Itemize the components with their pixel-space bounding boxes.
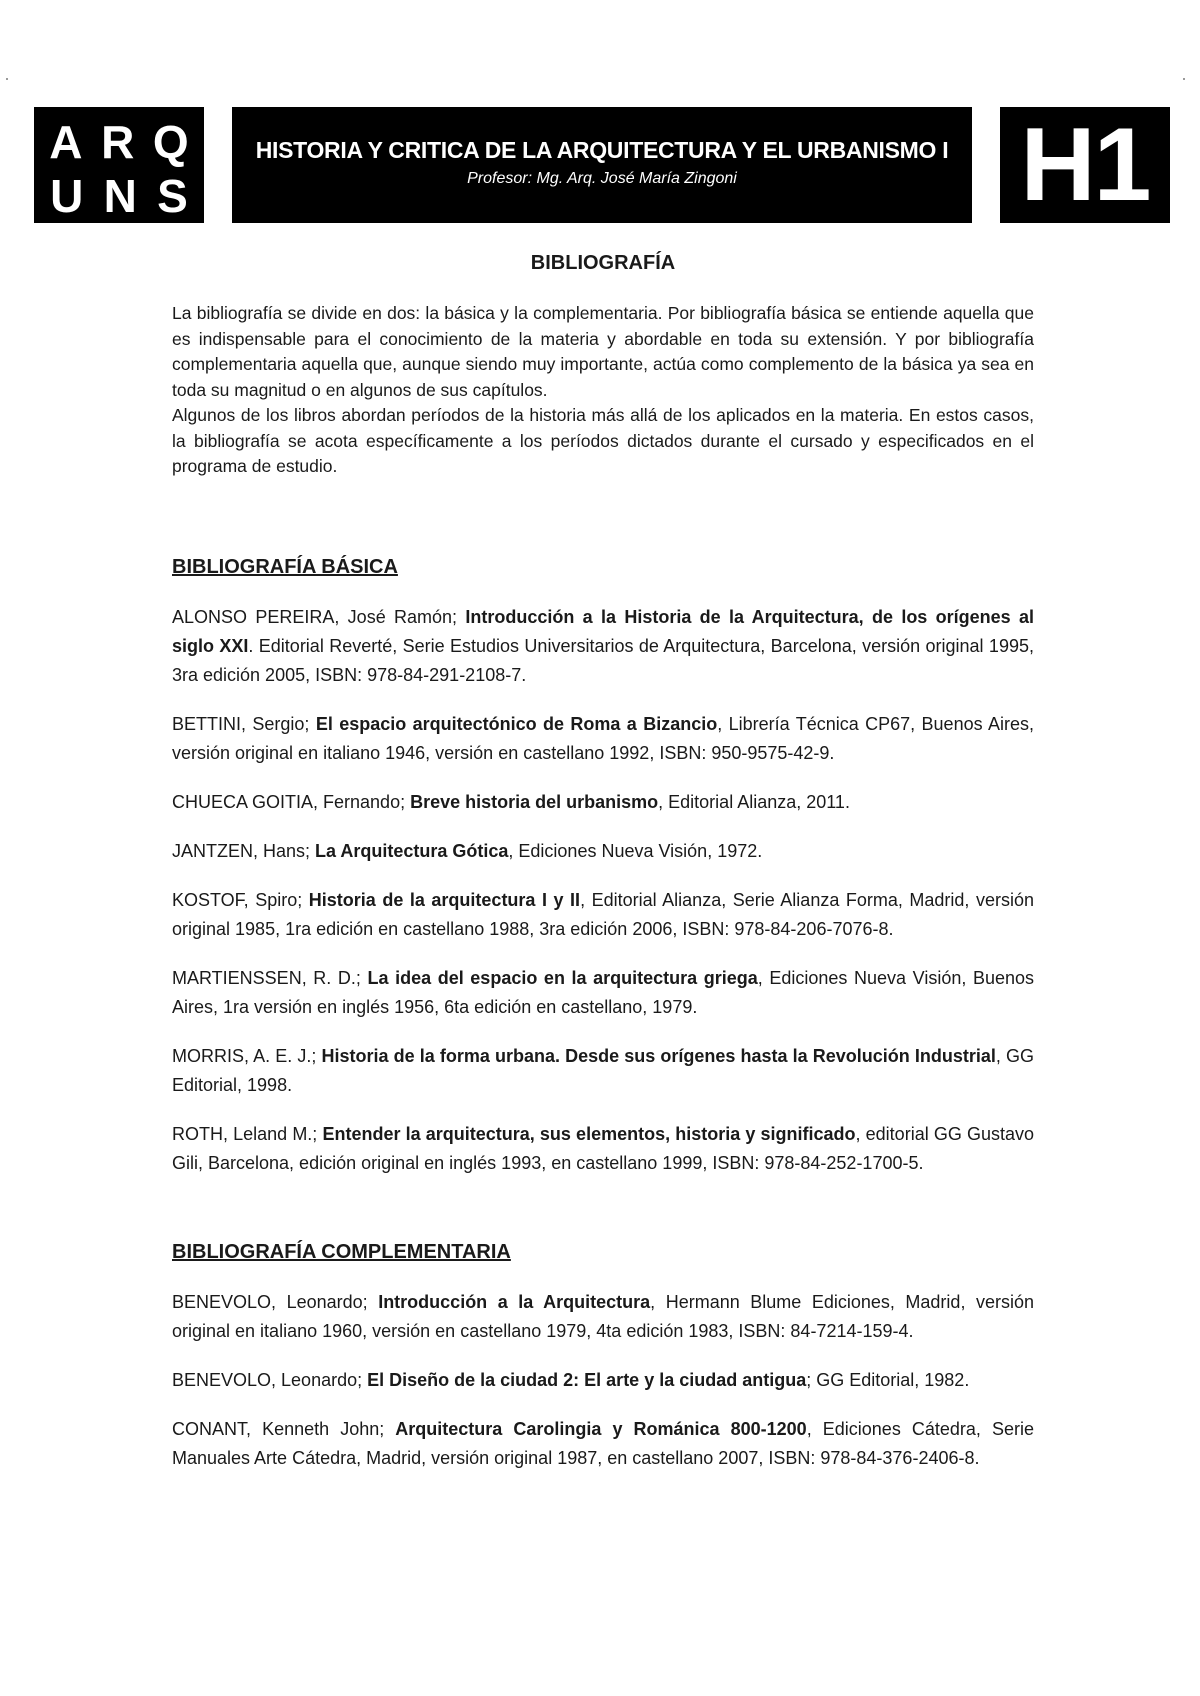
intro-paragraph: Algunos de los libros abordan períodos de la historia más allá de los aplicados en la materia. En estos casos, la bibliografía se acota específicamente a los períodos dictados durante el cursado y especificados en el programa de estudio. [172, 405, 1034, 476]
course-title: HISTORIA Y CRITICA DE LA ARQUITECTURA Y EL URBANISMO I [255, 137, 949, 163]
bibliography-entry [172, 788, 1034, 817]
entry-details: . Editorial Reverté, Serie Estudios Universitarios de Arquitectura, Barcelona, versión original 1995, 3ra edición 2005, ISBN: 978-84-291-2108-7. [172, 635, 1034, 685]
entry-details: , Ediciones Cátedra, Serie Manuales Arte Cátedra, Madrid, versión original 1987, en castellano 2007, ISBN: 978-84-376-2406-8. [172, 1418, 1035, 1468]
arq-uns-logo [34, 107, 204, 223]
entry-author: ALONSO PEREIRA, José Ramón; [172, 606, 466, 627]
bibliography-entry [172, 1415, 1034, 1473]
bibliography-entry [172, 837, 1034, 866]
entry-author: BETTINI, Sergio; [172, 713, 316, 734]
entry-details: , GG Editorial, 1998. [172, 1045, 1034, 1095]
course-title-banner [232, 107, 972, 223]
entry-author: MORRIS, A. E. J.; [172, 1045, 322, 1066]
logo-letter: R [101, 116, 135, 168]
entry-author: BENEVOLO, Leonardo; [172, 1291, 379, 1312]
entry-details: , Ediciones Nueva Visión, 1972. [508, 840, 763, 861]
basic-bibliography-list [172, 603, 1034, 1178]
entry-author: KOSTOF, Spiro; [172, 889, 309, 910]
entry-title: La idea del espacio en la arquitectura griega [367, 967, 758, 988]
intro-text [172, 301, 1034, 480]
entry-details: , Hermann Blume Ediciones, Madrid, versión original en italiano 1960, versión en castellano 1979, 4ta edición 1983, ISBN: 84-7214-159-4. [172, 1291, 1035, 1341]
complementary-bibliography-list [172, 1288, 1034, 1473]
entry-title: Arquitectura Carolingia y Románica 800-1200 [395, 1418, 807, 1439]
entry-author: BENEVOLO, Leonardo; [172, 1369, 368, 1390]
entry-title: Entender la arquitectura, sus elementos, historia y significado [322, 1123, 856, 1144]
page-header [0, 107, 1200, 223]
logo-row-bottom [34, 169, 204, 223]
bibliography-entry [172, 1366, 1034, 1395]
logo-letter: U [50, 170, 84, 222]
entry-author: CONANT, Kenneth John; [172, 1418, 396, 1439]
document-body [172, 252, 1034, 1493]
bibliography-entry [172, 1288, 1034, 1346]
professor-line: Profesor: Mg. Arq. José María Zingoni [467, 170, 737, 187]
bibliography-entry [172, 1120, 1034, 1178]
scan-mark-right [1183, 78, 1185, 80]
bibliography-entry [172, 710, 1034, 768]
entry-author: CHUECA GOITIA, Fernando; [172, 791, 411, 812]
bibliography-entry [172, 1042, 1034, 1100]
entry-title: Breve historia del urbanismo [410, 791, 659, 812]
entry-title: Historia de la forma urbana. Desde sus orígenes hasta la Revolución Industrial [321, 1045, 996, 1066]
intro-paragraph: La bibliografía se divide en dos: la básica y la complementaria. Por bibliografía básica se entiende aquella que es indispensable para el conocimiento de la materia y abordable en toda su extensión. Y por bibliografía complementaria aquella que, aunque siendo muy importante, actúa como complemento de la básica ya sea en toda su magnitud o en algunos de sus capítulos. [172, 303, 1034, 400]
entry-title: El Diseño de la ciudad 2: El arte y la ciudad antigua [367, 1369, 807, 1390]
document-title: BIBLIOGRAFÍA [530, 252, 676, 274]
entry-author: MARTIENSSEN, R. D.; [172, 967, 368, 988]
entry-details: ; GG Editorial, 1982. [806, 1369, 970, 1390]
basic-bibliography-heading: BIBLIOGRAFÍA BÁSICA [172, 555, 398, 578]
entry-title: El espacio arquitectónico de Roma a Bizancio [315, 713, 718, 734]
entry-title: Introducción a la Arquitectura [378, 1291, 651, 1312]
logo-letter: Q [152, 116, 189, 168]
entry-details: , editorial GG Gustavo Gili, Barcelona, edición original en inglés 1993, en castellano 1999, ISBN: 978-84-252-1700-5. [172, 1123, 1035, 1173]
bibliography-entry [172, 964, 1034, 1022]
bibliography-entry [172, 603, 1034, 690]
logo-letter: S [157, 170, 188, 222]
entry-author: ROTH, Leland M.; [172, 1123, 323, 1144]
entry-details: , Editorial Alianza, 2011. [658, 791, 850, 812]
logo-letter: N [103, 170, 137, 222]
entry-title: La Arquitectura Gótica [315, 840, 509, 861]
complementary-bibliography-heading: BIBLIOGRAFÍA COMPLEMENTARIA [172, 1240, 511, 1263]
entry-author: JANTZEN, Hans; [172, 840, 316, 861]
entry-details: , Editorial Alianza, Serie Alianza Forma, Madrid, versión original 1985, 1ra edición en castellano 1988, 3ra edición 2006, ISBN: 978-84-206-7076-8. [172, 889, 1034, 939]
course-code: H1 [1000, 107, 1170, 223]
entry-details: , Ediciones Nueva Visión, Buenos Aires, 1ra versión en inglés 1956, 6ta edición en castellano, 1979. [172, 967, 1034, 1017]
entry-title: Historia de la arquitectura I y II [308, 889, 581, 910]
bibliography-entry [172, 886, 1034, 944]
entry-title: Introducción a la Historia de la Arquitectura, de los orígenes al siglo XXI [172, 606, 1034, 656]
logo-letter: A [49, 116, 83, 168]
logo-row-top [34, 115, 204, 169]
entry-details: , Librería Técnica CP67, Buenos Aires, versión original en italiano 1946, versión en castellano 1992, ISBN: 950-9575-42-9. [172, 713, 1034, 763]
scan-mark-left [6, 78, 8, 80]
